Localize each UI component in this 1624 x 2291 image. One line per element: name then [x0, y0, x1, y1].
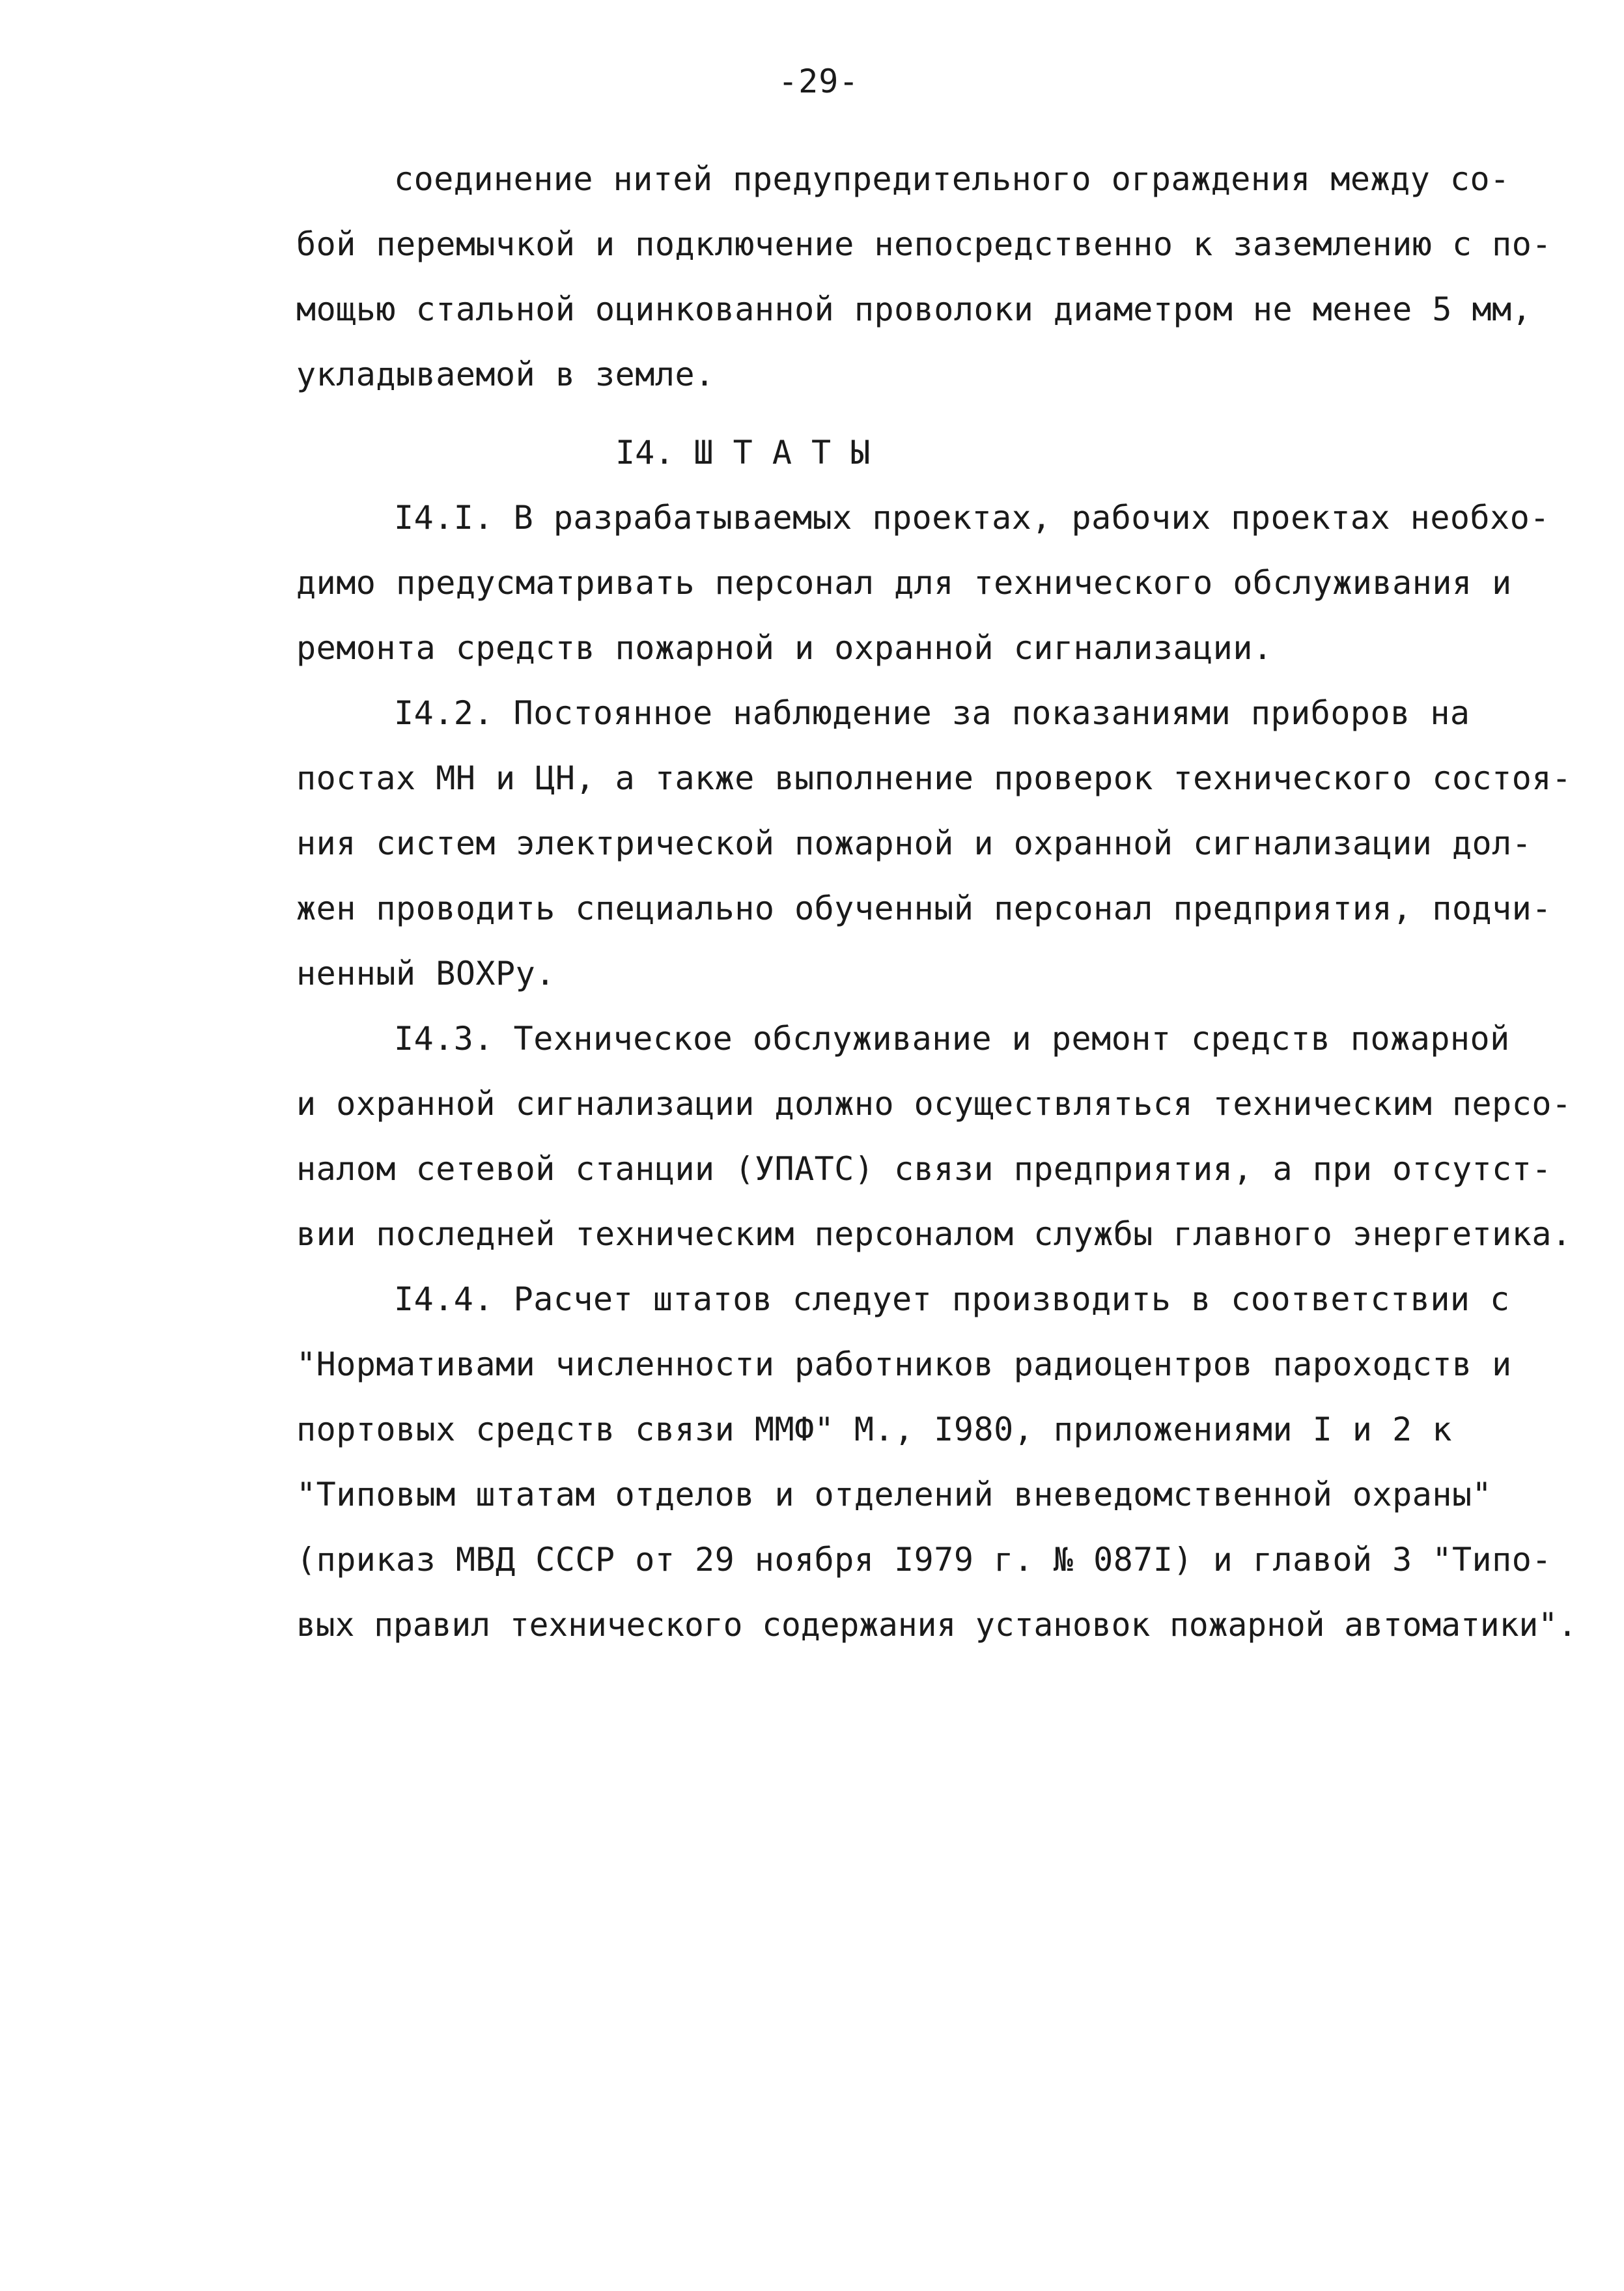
section-heading: I4. Ш Т А Т Ы [615, 434, 871, 471]
page-number: -29- [778, 63, 860, 100]
text-line: "Типовым штатам отделов и отделений вневедомственной охраны" [296, 1476, 1492, 1513]
text-line: димо предусматривать персонал для технического обслуживания и [296, 564, 1512, 602]
text-line: (приказ МВД СССР от 29 ноября I979 г. № 087I) и главой 3 "Типо- [296, 1541, 1552, 1579]
text-line: мощью стальной оцинкованной проволоки диаметром не менее 5 мм, [296, 290, 1532, 328]
text-line: соединение нитей предупредительного ограждения между со- [394, 160, 1510, 198]
text-line: жен проводить специально обученный персонал предприятия, подчи- [296, 890, 1552, 927]
text-line: I4.I. В разрабатываемых проектах, рабочих проектах необхо- [394, 499, 1550, 537]
text-line: налом сетевой станции (УПАТС) связи предприятия, а при отсутст- [296, 1150, 1552, 1188]
text-line: I4.4. Расчет штатов следует производить в соответствии с [394, 1280, 1510, 1318]
text-line: I4.3. Техническое обслуживание и ремонт средств пожарной [394, 1020, 1510, 1058]
text-line: и охранной сигнализации должно осуществляться техническим персо- [296, 1085, 1572, 1123]
text-line: постах МН и ЦН, а также выполнение проверок технического состоя- [296, 759, 1572, 797]
text-line: ния систем электрической пожарной и охранной сигнализации дол- [296, 824, 1532, 862]
text-line: вых правил технического содержания установок пожарной автоматики". [296, 1606, 1577, 1644]
text-line: портовых средств связи ММФ" М., I980, приложениями I и 2 к [296, 1411, 1452, 1448]
text-line: "Нормативами численности работников радиоцентров пароходств и [296, 1345, 1512, 1383]
text-line: ненный ВОХРу. [296, 955, 555, 992]
text-line: вии последней техническим персоналом службы главного энергетика. [296, 1215, 1572, 1253]
text-line: укладываемой в земле. [296, 356, 715, 393]
text-line: ремонта средств пожарной и охранной сигнализации. [296, 629, 1273, 667]
text-line: бой перемычкой и подключение непосредственно к заземлению с по- [296, 225, 1552, 263]
text-line: I4.2. Постоянное наблюдение за показаниями приборов на [394, 694, 1470, 732]
